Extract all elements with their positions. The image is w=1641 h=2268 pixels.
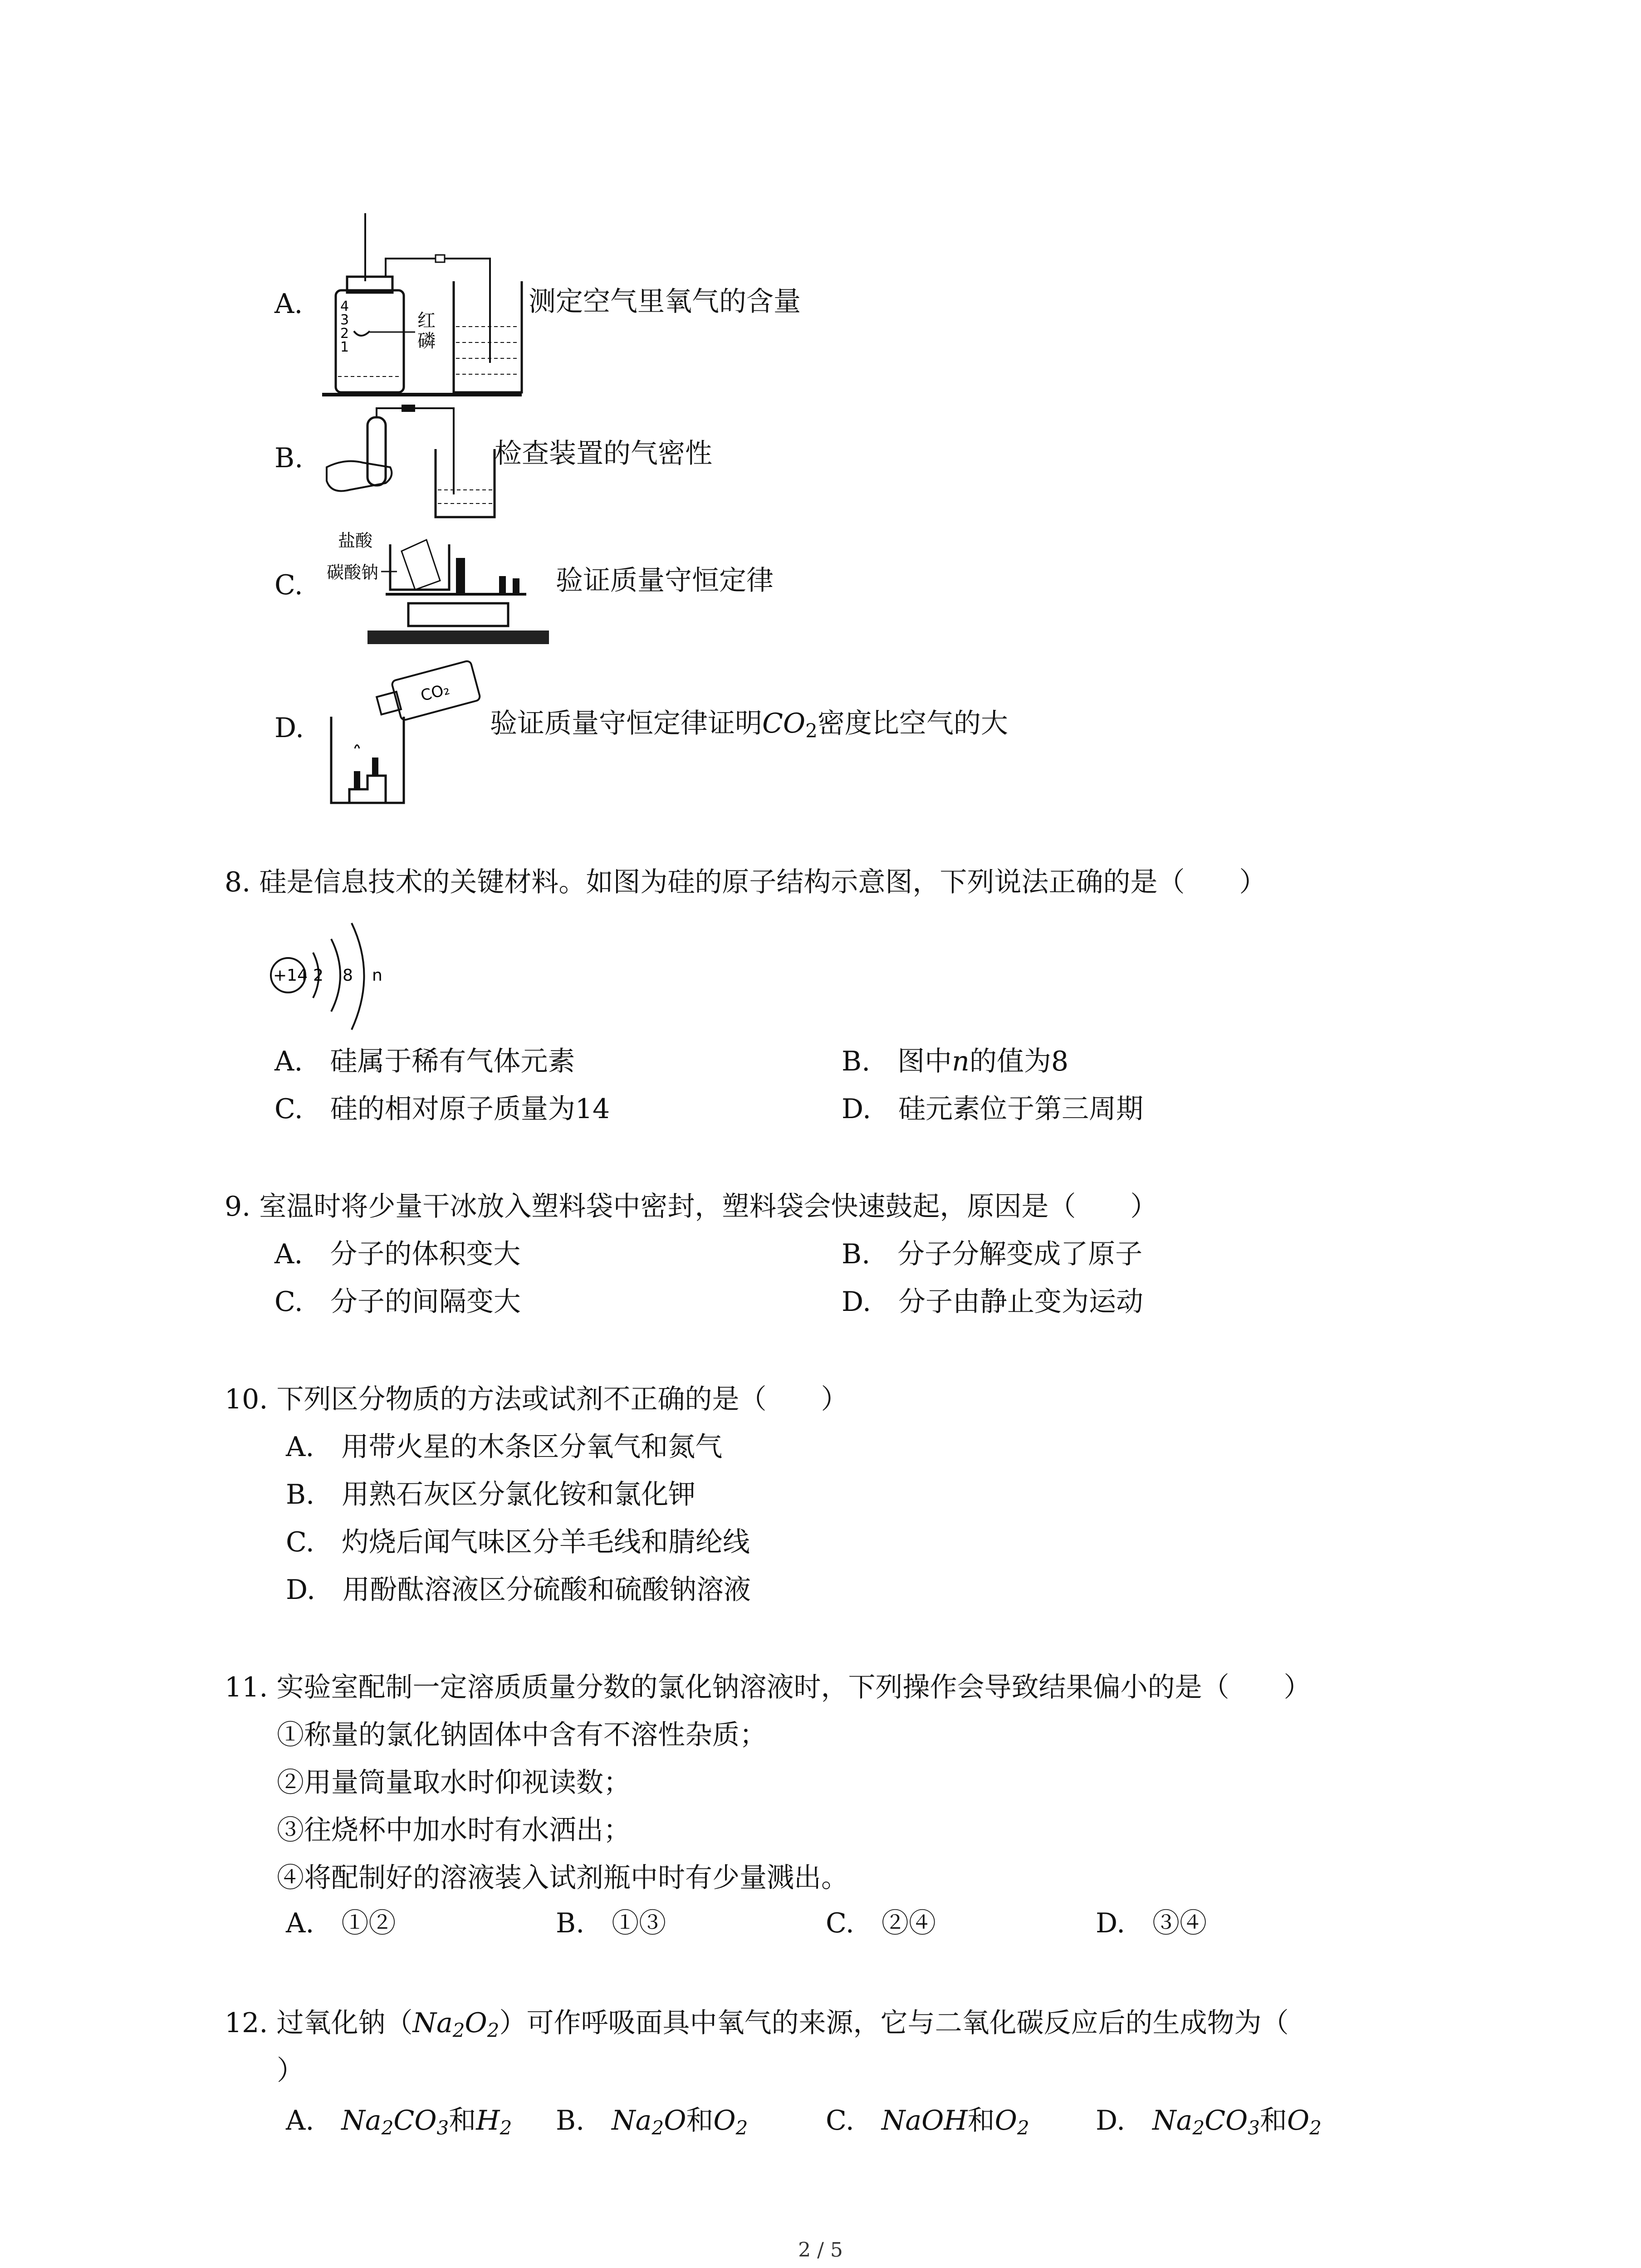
q10-option-a: A. 用带火星的木条区分氧气和氮气 [286, 1431, 723, 1463]
q9-option-d: D. 分子由静止变为运动 [842, 1286, 1144, 1318]
q8-stem: 8. 硅是信息技术的关键材料。如图为硅的原子结构示意图，下列说法正确的是（ ） [225, 866, 1267, 898]
q7-option-a-text: 测定空气里氧气的含量 [529, 286, 801, 318]
jar-scale-2: 2 [340, 326, 349, 342]
q7-option-d-label: D. [274, 712, 304, 744]
q7-option-c-text: 验证质量守恒定律 [556, 565, 774, 596]
q11-item-4: ④将配制好的溶液装入试剂瓶中时有少量溅出。 [277, 1862, 848, 1894]
q11-option-a: A. ①② [286, 1907, 396, 1939]
q11-item-2: ②用量筒量取水时仰视读数； [277, 1767, 631, 1799]
q9-option-b: B. 分子分解变成了原子 [842, 1238, 1143, 1270]
nucleus-charge: +14 [273, 966, 308, 985]
q11-option-c: C. ②④ [826, 1907, 936, 1939]
q12-stem-line2: ） [277, 2055, 304, 2087]
q10-stem: 10. 下列区分物质的方法或试剂不正确的是（ ） [225, 1383, 848, 1415]
shell-1-electrons: 2 [313, 966, 323, 985]
q7-figure-d-co2-density [318, 658, 490, 807]
q11-stem: 11. 实验室配制一定溶质质量分数的氯化钠溶液时，下列操作会导致结果偏小的是（ ） [225, 1672, 1311, 1703]
q12-option-d: D. $Na_2CO_3$和$O_2$ [1096, 2105, 1322, 2139]
q10-option-d: D. 用酚酞溶液区分硫酸和硫酸钠溶液 [286, 1574, 751, 1606]
q8-option-c: C. 硅的相对原子质量为14 [274, 1093, 610, 1125]
q8-silicon-atom-diagram [263, 912, 399, 1043]
label-phosphorus: 磷 [417, 331, 436, 352]
q7-option-b-label: B. [274, 442, 304, 474]
q7-option-d-text: 验证质量守恒定律证明$CO_2$密度比空气的大 [490, 708, 1008, 742]
q12-option-a: A. $Na_2CO_3$和$H_2$ [286, 2105, 512, 2139]
q7-option-a-label: A. [274, 288, 303, 320]
jar-scale-4: 4 [340, 298, 349, 314]
q10-option-b: B. 用熟石灰区分氯化铵和氯化钾 [286, 1479, 696, 1510]
q7-figure-c-mass-conservation-balance [318, 526, 554, 653]
label-red: 红 [417, 310, 436, 331]
q11-item-1: ①称量的氯化钠固体中含有不溶性杂质； [277, 1719, 767, 1751]
q9-option-a: A. 分子的体积变大 [274, 1238, 521, 1270]
q10-option-c: C. 灼烧后闻气味区分羊毛线和腈纶线 [286, 1526, 750, 1558]
q11-item-3: ③往烧杯中加水时有水洒出； [277, 1814, 631, 1846]
q11-option-d: D. ③④ [1096, 1907, 1207, 1939]
q12-option-b: B. $Na_2O$和$O_2$ [556, 2105, 748, 2139]
q8-option-d: D. 硅元素位于第三周期 [842, 1093, 1144, 1125]
q9-option-c: C. 分子的间隔变大 [274, 1286, 521, 1318]
q9-stem: 9. 室温时将少量干冰放入塑料袋中密封，塑料袋会快速鼓起，原因是（ ） [225, 1191, 1158, 1222]
q11-option-b: B. ①③ [556, 1907, 666, 1939]
label-co2-bottle: CO₂ [419, 680, 452, 705]
q12-stem: 12. 过氧化钠$(Na_2O_2)$可作呼吸面具中氧气的来源，它与二氧化碳反应后的生成物为（ [225, 2007, 1289, 2042]
label-sodium-carbonate: 碳酸钠 [327, 562, 379, 582]
q7-option-b-text: 检查装置的气密性 [495, 438, 712, 469]
q7-option-c-label: C. [274, 569, 303, 601]
q7-figure-a-oxygen-apparatus [318, 213, 526, 404]
label-hydrochloric-acid: 盐酸 [338, 531, 373, 551]
q7-figure-b-airtight-check [318, 404, 499, 522]
jar-scale-3: 3 [340, 312, 349, 328]
q8-option-b: B. 图中n的值为8 [842, 1046, 1069, 1077]
jar-scale-1: 1 [340, 339, 349, 355]
q8-option-a: A. 硅属于稀有气体元素 [274, 1046, 575, 1077]
page-number: 2 / 5 [798, 2239, 843, 2262]
shell-2-electrons: 8 [343, 966, 353, 985]
q12-option-c: C. NaOH和$O_2$ [826, 2105, 1029, 2139]
shell-3-electrons: n [372, 966, 382, 985]
